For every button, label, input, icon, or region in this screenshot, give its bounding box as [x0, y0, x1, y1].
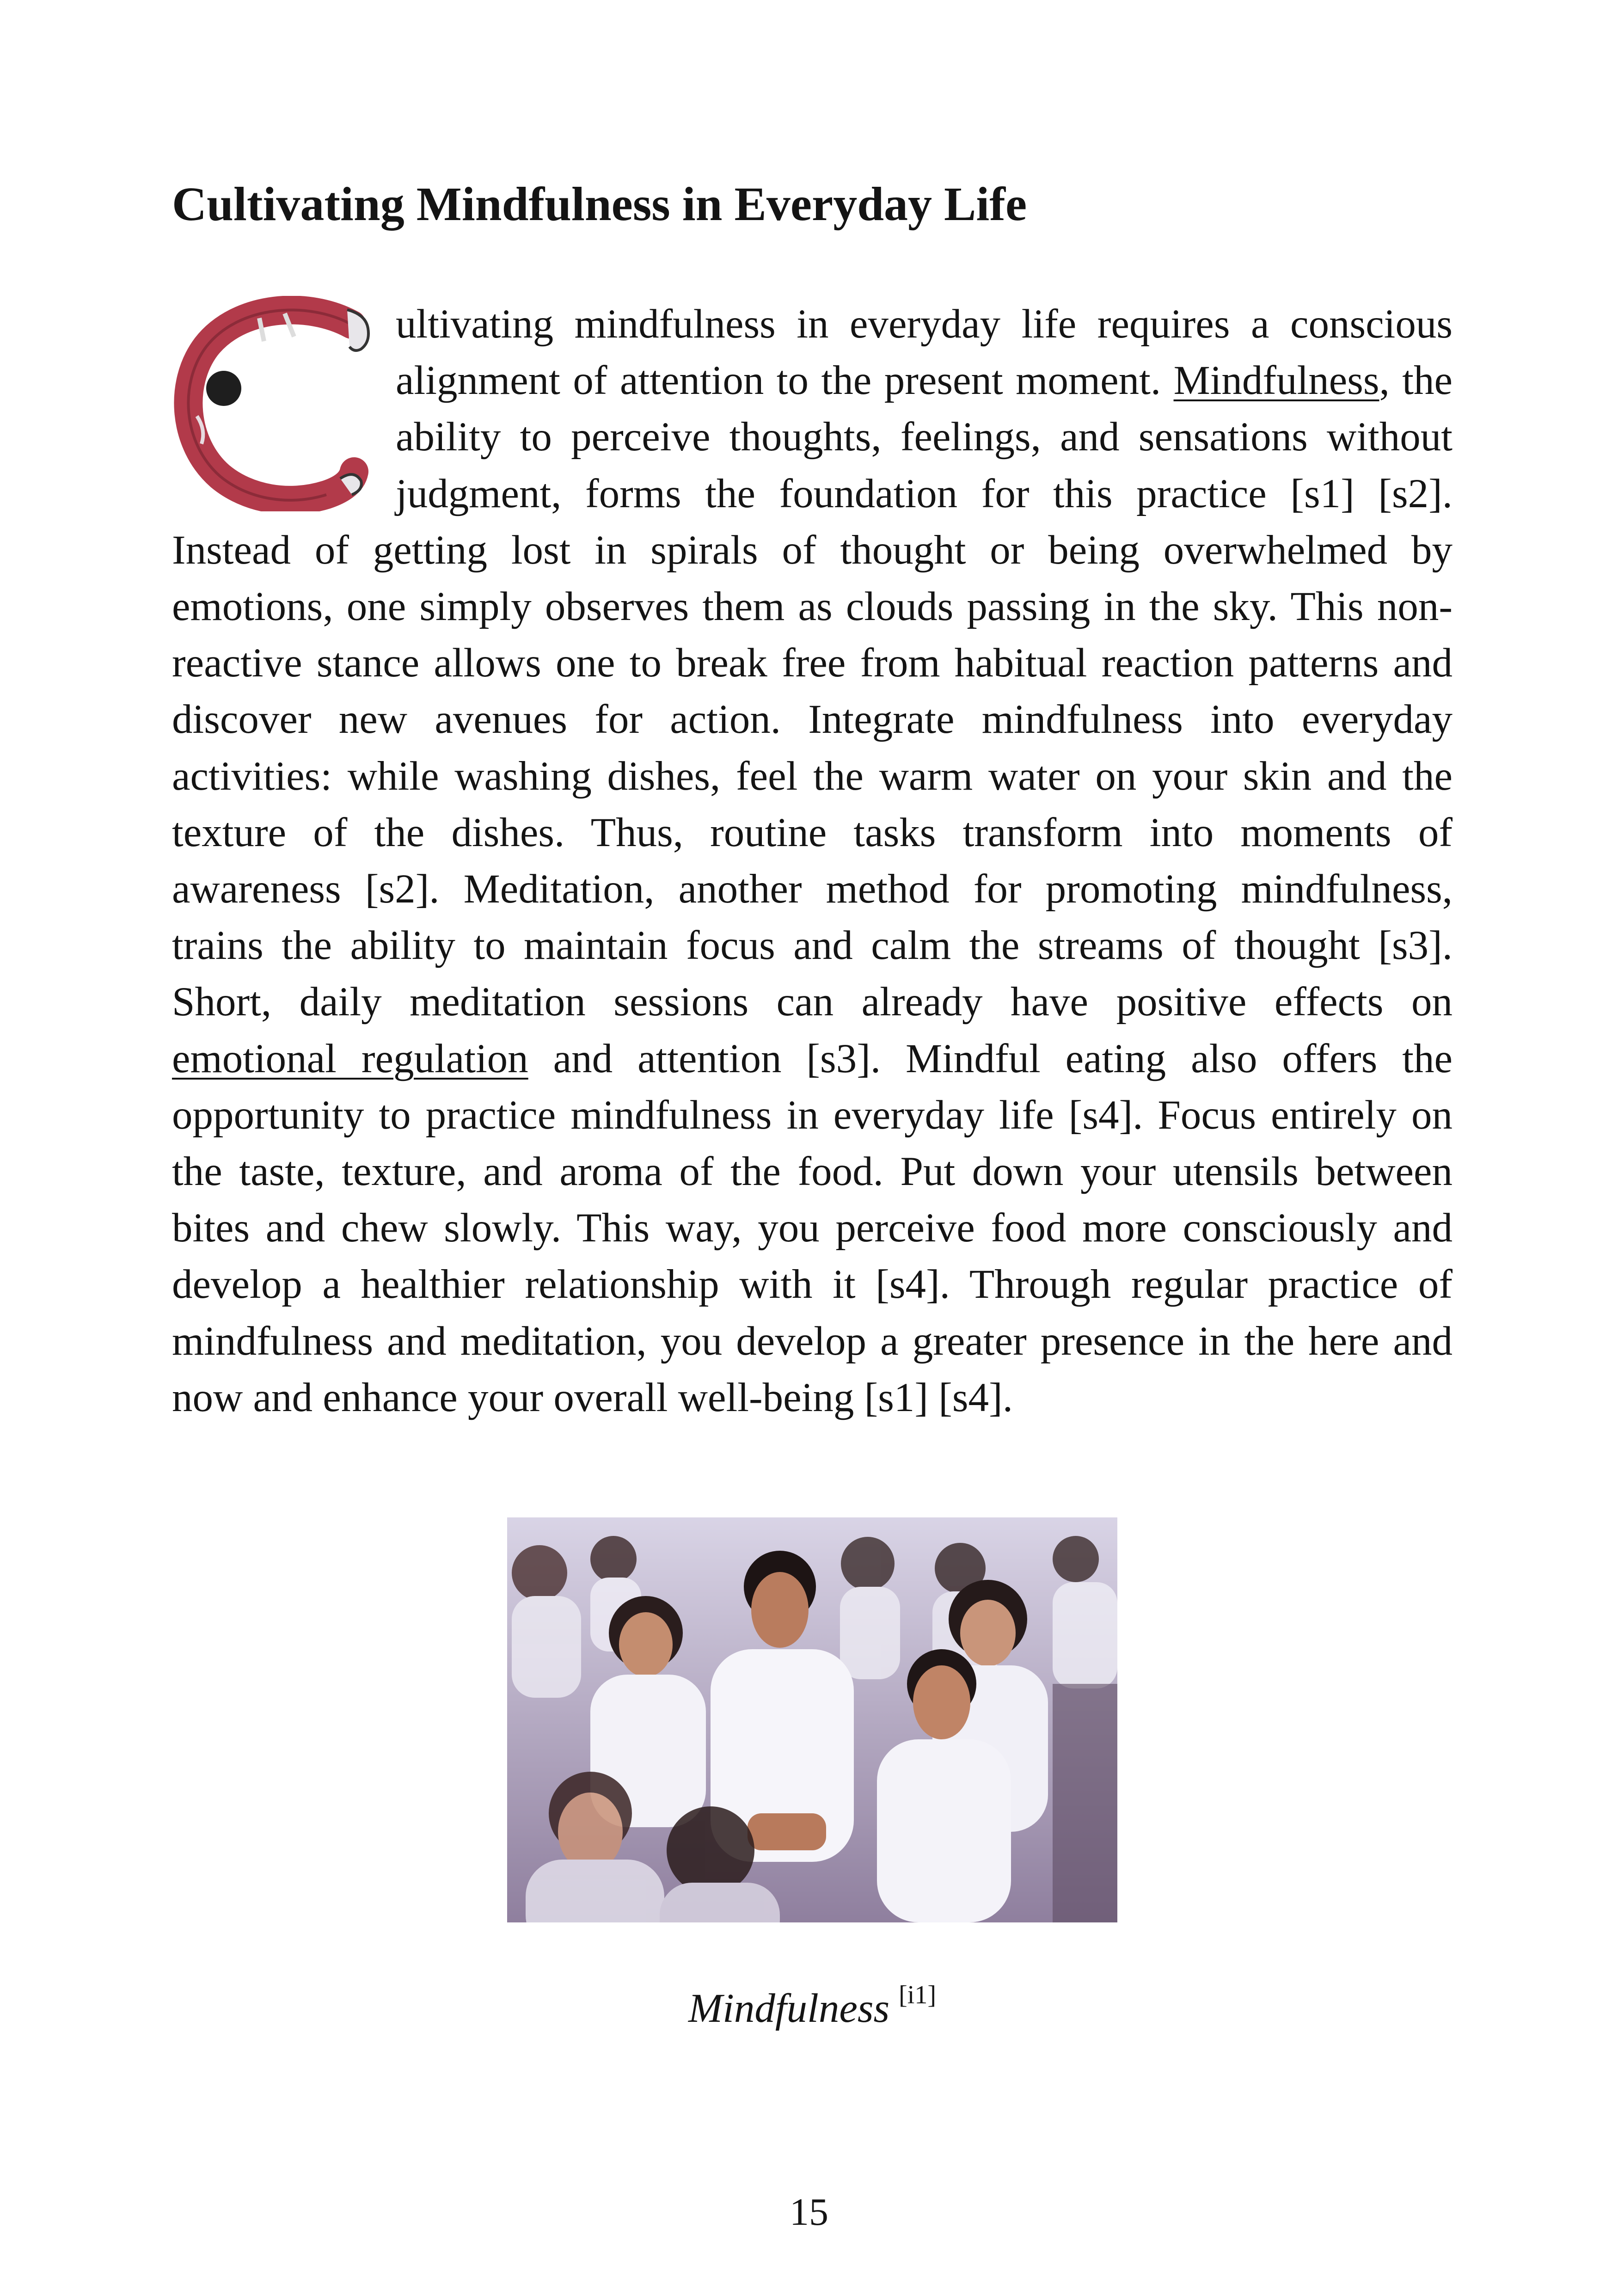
- caption-text: Mindfulness: [688, 1986, 890, 2031]
- body-paragraph: [172, 296, 1453, 1426]
- emotional-regulation-link[interactable]: emotional regulation: [172, 1036, 528, 1081]
- page-title: Cultivating Mindfulness in Everyday Life: [172, 178, 1027, 231]
- paragraph-text-1: ultivating mindfulness in everyday life requires a conscious alignment of attention to the present moment.: [396, 301, 1453, 404]
- dropcap-c-illustration: [169, 296, 386, 511]
- paragraph-text-3: and attention [s3]. Mindful eating also offers the opportunity to practice mindfulness in everyday life [s4]. Focus entirely on the taste, texture, and aroma of the food. Put down your utensils between bites and chew slowly. This way, you perceive food more consciously and develop a healthier relationship with it [s4]. Through regular practice of mindfulness and meditation, you develop a greater presence in the here and now and enhance your overall well-being [s1] [s4].: [172, 1036, 1453, 1420]
- page-number: 15: [790, 2191, 828, 2234]
- paragraph-text-2: , the ability to perceive thoughts, feelings, and sensations without judgment, forms the foundation for this practice [s1] [s2]. Instead of getting lost in spirals of thought or being overwhelmed by emotions, one simply observes them as clouds passing in the sky. This non-reactive stance allows one to break free from habitual reaction patterns and discover new avenues for action. Integrate mindfulness into everyday activities: while washing dishes, feel the warm water on your skin and the texture of the dishes. Thus, routine tasks transform into moments of awareness [s2]. Meditation, another method for promoting mindfulness, trains the ability to maintain focus and calm the streams of thought [s3]. Short, daily meditation sessions can already have positive effects on: [172, 358, 1453, 1025]
- mindfulness-link[interactable]: Mindfulness: [1173, 358, 1379, 404]
- caption-reference[interactable]: [i1]: [899, 1981, 936, 2009]
- figure-caption: [507, 1967, 1117, 2036]
- meditation-photo: [507, 1517, 1117, 1922]
